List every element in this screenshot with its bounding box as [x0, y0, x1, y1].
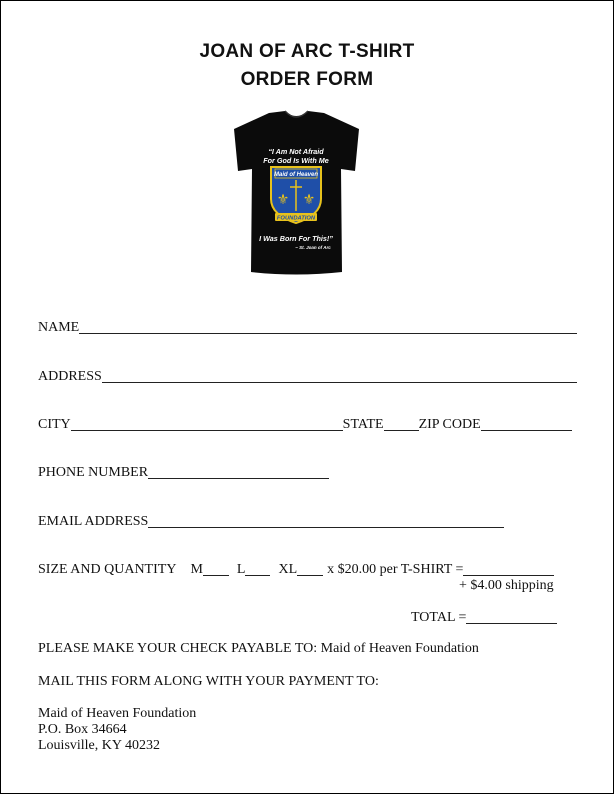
state-label: STATE — [342, 417, 384, 432]
form-title-line1: JOAN OF ARC T-SHIRT — [199, 41, 415, 62]
shirt-quote-line1: “I Am Not Afraid — [268, 147, 324, 156]
phone-number-input-line[interactable] — [148, 464, 329, 479]
address-input-line[interactable] — [102, 368, 577, 383]
name-row — [38, 319, 577, 336]
mailing-address-line2: P.O. Box 34664 — [38, 722, 127, 737]
email-row — [38, 513, 504, 530]
city-input-line[interactable] — [71, 416, 343, 431]
subtotal-input-line[interactable] — [463, 561, 554, 576]
form-title-line2: ORDER FORM — [240, 69, 374, 90]
size-quantity-label: SIZE AND QUANTITY — [38, 562, 177, 577]
maid-of-heaven-crest — [271, 167, 321, 223]
shirt-attribution: ~ St. Joan of Arc — [295, 245, 331, 250]
mailing-address-line1: Maid of Heaven Foundation — [38, 706, 197, 721]
total-row — [411, 609, 557, 626]
zip-code-input-line[interactable] — [481, 416, 572, 431]
size-l-quantity-line[interactable] — [245, 561, 270, 576]
address-row — [38, 368, 577, 385]
fleur-de-lis-left-icon: ⚜ — [276, 193, 290, 208]
shirt-quote-line2: For God Is With Me — [263, 156, 329, 165]
state-input-line[interactable] — [384, 416, 419, 431]
city-state-zip-row — [38, 416, 572, 433]
crest-banner: FOUNDATION — [276, 215, 316, 222]
size-m-label: M — [190, 562, 203, 577]
size-xl-label: XL — [278, 562, 298, 577]
t-shirt-image — [229, 107, 364, 277]
phone-row — [38, 464, 329, 481]
name-label: NAME — [38, 320, 80, 335]
price-label: x $20.00 per T-SHIRT = — [327, 562, 464, 577]
shipping-label: + $4.00 shipping — [459, 578, 554, 593]
address-label: ADDRESS — [38, 369, 102, 384]
total-input-line[interactable] — [466, 609, 557, 624]
size-xl-quantity-line[interactable] — [297, 561, 323, 576]
fleur-de-lis-right-icon: ⚜ — [302, 193, 316, 208]
phone-number-label: PHONE NUMBER — [38, 465, 149, 480]
total-label: TOTAL = — [411, 610, 467, 625]
city-label: CITY — [38, 417, 71, 432]
crest-title: Maid of Heaven — [273, 172, 319, 178]
size-quantity-row — [38, 561, 554, 578]
name-input-line[interactable] — [79, 319, 577, 334]
mail-form-text: MAIL THIS FORM ALONG WITH YOUR PAYMENT TO: — [38, 674, 379, 689]
zip-code-label: ZIP CODE — [418, 417, 481, 432]
size-l-label: L — [236, 562, 246, 577]
shirt-quote-line3: I Was Born For This!” — [259, 234, 333, 243]
mailing-address-line3: Louisville, KY 40232 — [38, 738, 160, 753]
email-address-input-line[interactable] — [148, 513, 504, 528]
size-m-quantity-line[interactable] — [203, 561, 229, 576]
email-address-label: EMAIL ADDRESS — [38, 514, 149, 529]
check-payable-text: PLEASE MAKE YOUR CHECK PAYABLE TO: Maid of Heaven Foundation — [38, 641, 479, 656]
